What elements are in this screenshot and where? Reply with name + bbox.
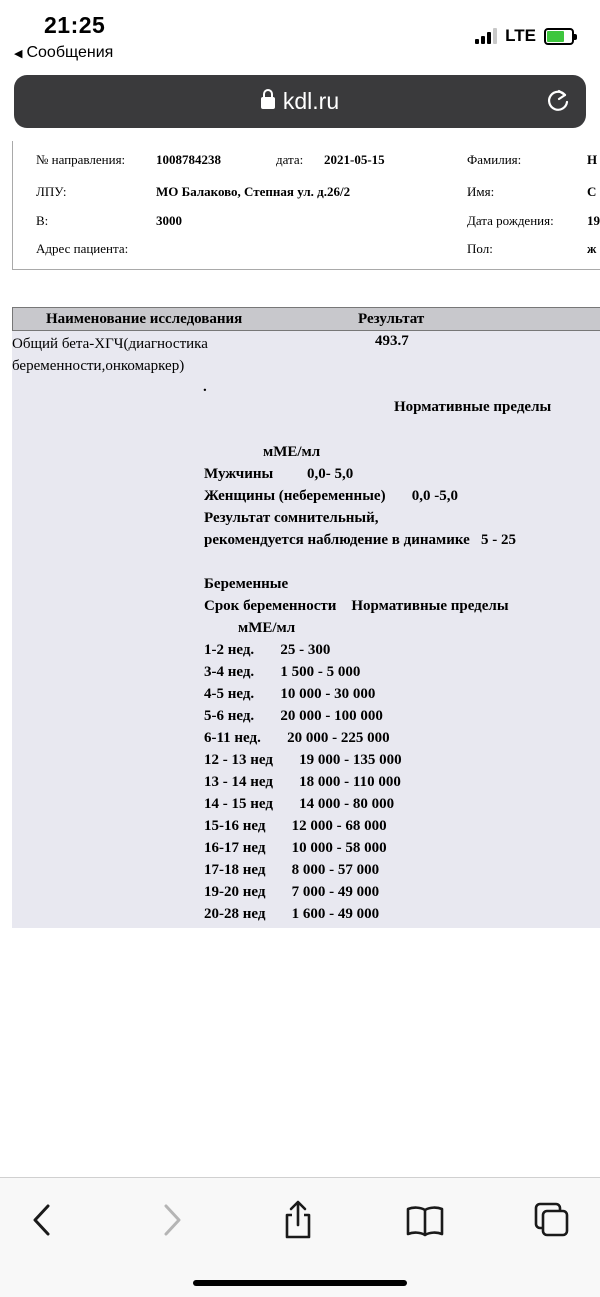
back-to-app-link[interactable] [14, 44, 113, 62]
term-row: 5-6 нед. 20 000 - 100 000 [204, 708, 383, 724]
term-unit: мМЕ/мл [238, 620, 296, 636]
home-indicator[interactable] [193, 1280, 407, 1286]
reload-icon[interactable] [544, 87, 572, 115]
column-header-test-name: Наименование исследования [46, 311, 243, 327]
referral-label: № направления: [36, 152, 126, 167]
signal-icon [475, 28, 497, 44]
network-type: LTE [505, 26, 536, 45]
lock-icon [261, 97, 275, 109]
results-header-row [12, 307, 600, 331]
status-time: 21:25 [44, 12, 106, 38]
separator-dot: . [203, 379, 207, 395]
back-arrow-icon[interactable] [20, 1198, 64, 1242]
surname-value: Н [587, 152, 598, 167]
term-row: 6-11 нед. 20 000 - 225 000 [204, 730, 390, 746]
v-value: 3000 [156, 213, 182, 228]
surname-label: Фамилия: [467, 152, 522, 167]
term-row: 1-2 нед. 25 - 300 [204, 642, 331, 658]
dob-value: 19 [587, 213, 600, 228]
sex-value: ж [587, 241, 597, 256]
term-row: 17-18 нед 8 000 - 57 000 [204, 862, 380, 878]
bookmarks-icon[interactable] [403, 1198, 447, 1242]
browser-toolbar [0, 1177, 600, 1297]
column-header-result: Результат [358, 311, 425, 327]
term-row: 12 - 13 нед 19 000 - 135 000 [204, 752, 402, 768]
lpu-value: МО Балаково, Степная ул. д.26/2 [156, 184, 351, 199]
date-value: 2021-05-15 [324, 152, 385, 167]
status-indicators [475, 26, 574, 46]
dob-label: Дата рождения: [467, 213, 554, 228]
term-header: Срок беременности Нормативные пределы [204, 598, 509, 614]
test-name-line: беременности,онкомаркер) [12, 358, 185, 374]
doubtful-note: Результат сомнительный, [204, 510, 379, 526]
v-label: В: [36, 213, 49, 228]
lpu-label: ЛПУ: [36, 184, 67, 199]
address-bar[interactable] [14, 75, 586, 128]
range-women: Женщины (небеременные) 0,0 -5,0 [204, 488, 459, 504]
term-row: 15-16 нед 12 000 - 68 000 [204, 818, 387, 834]
battery-charging-icon [544, 28, 574, 45]
browser-chrome [0, 0, 600, 141]
term-row: 14 - 15 нед 14 000 - 80 000 [204, 796, 395, 812]
url-text: kdl.ru [282, 88, 340, 114]
sex-label: Пол: [467, 241, 493, 256]
term-row: 13 - 14 нед 18 000 - 110 000 [204, 774, 401, 790]
back-app-label: Сообщения [26, 44, 114, 61]
term-row: 16-17 нед 10 000 - 58 000 [204, 840, 387, 856]
name-label: Имя: [467, 184, 495, 199]
term-row: 19-20 нед 7 000 - 49 000 [204, 884, 380, 900]
doubtful-range: рекомендуется наблюдение в динамике 5 - 25 [204, 532, 517, 548]
address-label: Адрес пациента: [36, 241, 129, 256]
term-row: 20-28 нед 1 600 - 49 000 [204, 906, 380, 922]
test-name [12, 333, 252, 377]
test-name-line: Общий бета-ХГЧ(диагностика [12, 336, 208, 352]
test-result-value: 493.7 [375, 333, 409, 349]
back-triangle-icon: ◀ [14, 47, 23, 60]
term-row: 4-5 нед. 10 000 - 30 000 [204, 686, 376, 702]
date-label: дата: [276, 152, 304, 167]
unit-label: мМЕ/мл [263, 444, 321, 460]
url-display[interactable] [14, 88, 586, 115]
results-table [12, 307, 600, 928]
range-men: Мужчины 0,0- 5,0 [204, 466, 354, 482]
name-value: С [587, 184, 597, 199]
tabs-icon[interactable] [530, 1198, 574, 1242]
reference-range-title: Нормативные пределы [394, 399, 552, 415]
pregnant-heading: Беременные [204, 576, 289, 592]
share-icon[interactable] [276, 1198, 320, 1242]
referral-value: 1008784238 [156, 152, 221, 167]
term-row: 3-4 нед. 1 500 - 5 000 [204, 664, 361, 680]
forward-arrow-icon[interactable] [150, 1198, 194, 1242]
